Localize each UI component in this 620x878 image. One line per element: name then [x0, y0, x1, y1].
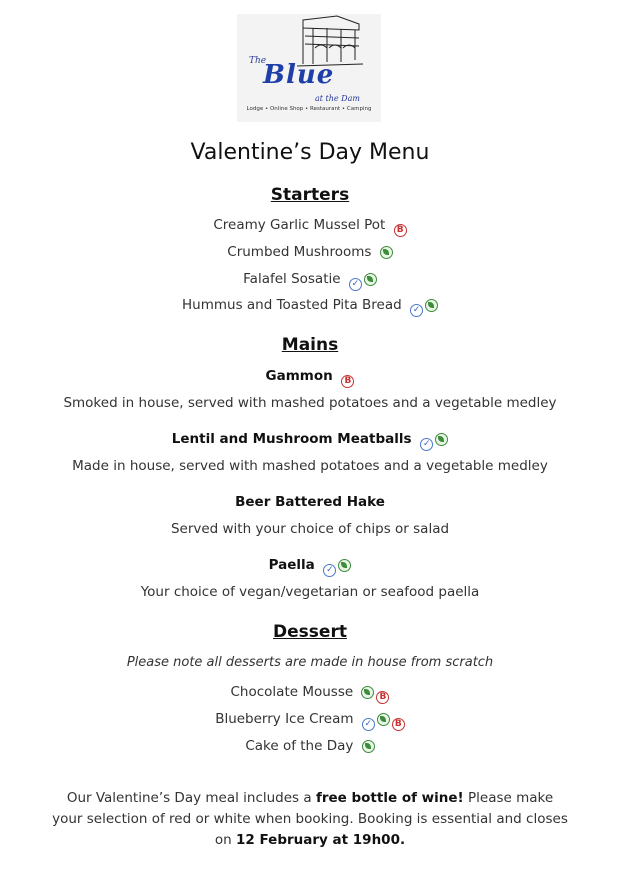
starter-item	[0, 271, 620, 291]
beef-pork-icon: B	[394, 224, 407, 237]
main-dish-description: Served with your choice of chips or salad	[170, 521, 450, 537]
logo-name-text: Blue	[263, 60, 335, 90]
footer-text-1: Our Valentine’s Day meal includes a	[66, 790, 316, 806]
vegetarian-check-icon: ✓	[362, 718, 375, 731]
main-dish-description: Made in house, served with mashed potatoes and a vegetable medley	[72, 458, 548, 474]
starter-item	[0, 217, 620, 237]
starter-item-label: Falafel Sosatie	[243, 271, 341, 287]
mains-heading: Mains	[281, 335, 339, 355]
dessert-item	[0, 684, 620, 704]
main-dish-name	[0, 431, 620, 451]
vegan-leaf-icon	[361, 686, 374, 699]
beef-pork-icon: B	[341, 375, 354, 388]
dessert-item-label: Cake of the Day	[245, 738, 354, 754]
vegetarian-check-icon: ✓	[420, 438, 433, 451]
vegan-leaf-icon	[425, 299, 438, 312]
logo-the-text: The	[249, 56, 267, 66]
starter-item-label: Creamy Garlic Mussel Pot	[213, 217, 386, 233]
main-dish-label: Paella	[268, 557, 315, 573]
starter-item	[0, 297, 620, 317]
beef-pork-icon: B	[376, 691, 389, 704]
logo-tagline: Lodge • Online Shop • Restaurant • Camping	[246, 106, 372, 112]
footer-note	[50, 788, 570, 851]
logo-subtitle-text: at the Dam	[315, 94, 360, 103]
main-dish-name	[0, 557, 620, 577]
starter-item-label: Crumbed Mushrooms	[227, 244, 372, 260]
main-dish-description: Smoked in house, served with mashed potatoes and a vegetable medley	[63, 395, 557, 411]
main-dish-name	[0, 368, 620, 388]
main-dish-name	[0, 494, 620, 510]
vegan-leaf-icon	[364, 273, 377, 286]
vegan-leaf-icon	[362, 740, 375, 753]
starter-item-label: Hummus and Toasted Pita Bread	[182, 297, 402, 313]
vegetarian-check-icon: ✓	[323, 564, 336, 577]
vegan-leaf-icon	[380, 246, 393, 259]
footer-date: 12 February at 19h00.	[236, 832, 406, 848]
dessert-item	[0, 738, 620, 757]
main-dish-description: Your choice of vegan/vegetarian or seafood paella	[140, 584, 480, 600]
vegetarian-check-icon: ✓	[349, 278, 362, 291]
dessert-note: Please note all desserts are made in house from scratch	[126, 655, 494, 670]
dessert-item	[0, 711, 620, 731]
starter-item	[0, 244, 620, 263]
main-dish-label: Lentil and Mushroom Meatballs	[171, 431, 412, 447]
vegetarian-check-icon: ✓	[410, 304, 423, 317]
main-dish-label: Beer Battered Hake	[235, 494, 385, 510]
vegan-leaf-icon	[435, 433, 448, 446]
menu-title: Valentine’s Day Menu	[190, 140, 430, 165]
vegan-leaf-icon	[338, 559, 351, 572]
dessert-item-label: Blueberry Ice Cream	[215, 711, 354, 727]
starters-heading: Starters	[270, 185, 350, 205]
beef-pork-icon: B	[392, 718, 405, 731]
footer-text-2: Please make your selection of red or white when booking. Booking is essential and closes on	[52, 790, 568, 848]
dessert-item-label: Chocolate Mousse	[230, 684, 354, 700]
restaurant-logo	[237, 14, 381, 122]
dessert-heading: Dessert	[273, 622, 347, 642]
vegan-leaf-icon	[377, 713, 390, 726]
main-dish-label: Gammon	[265, 368, 333, 384]
footer-highlight: free bottle of wine!	[315, 790, 464, 806]
